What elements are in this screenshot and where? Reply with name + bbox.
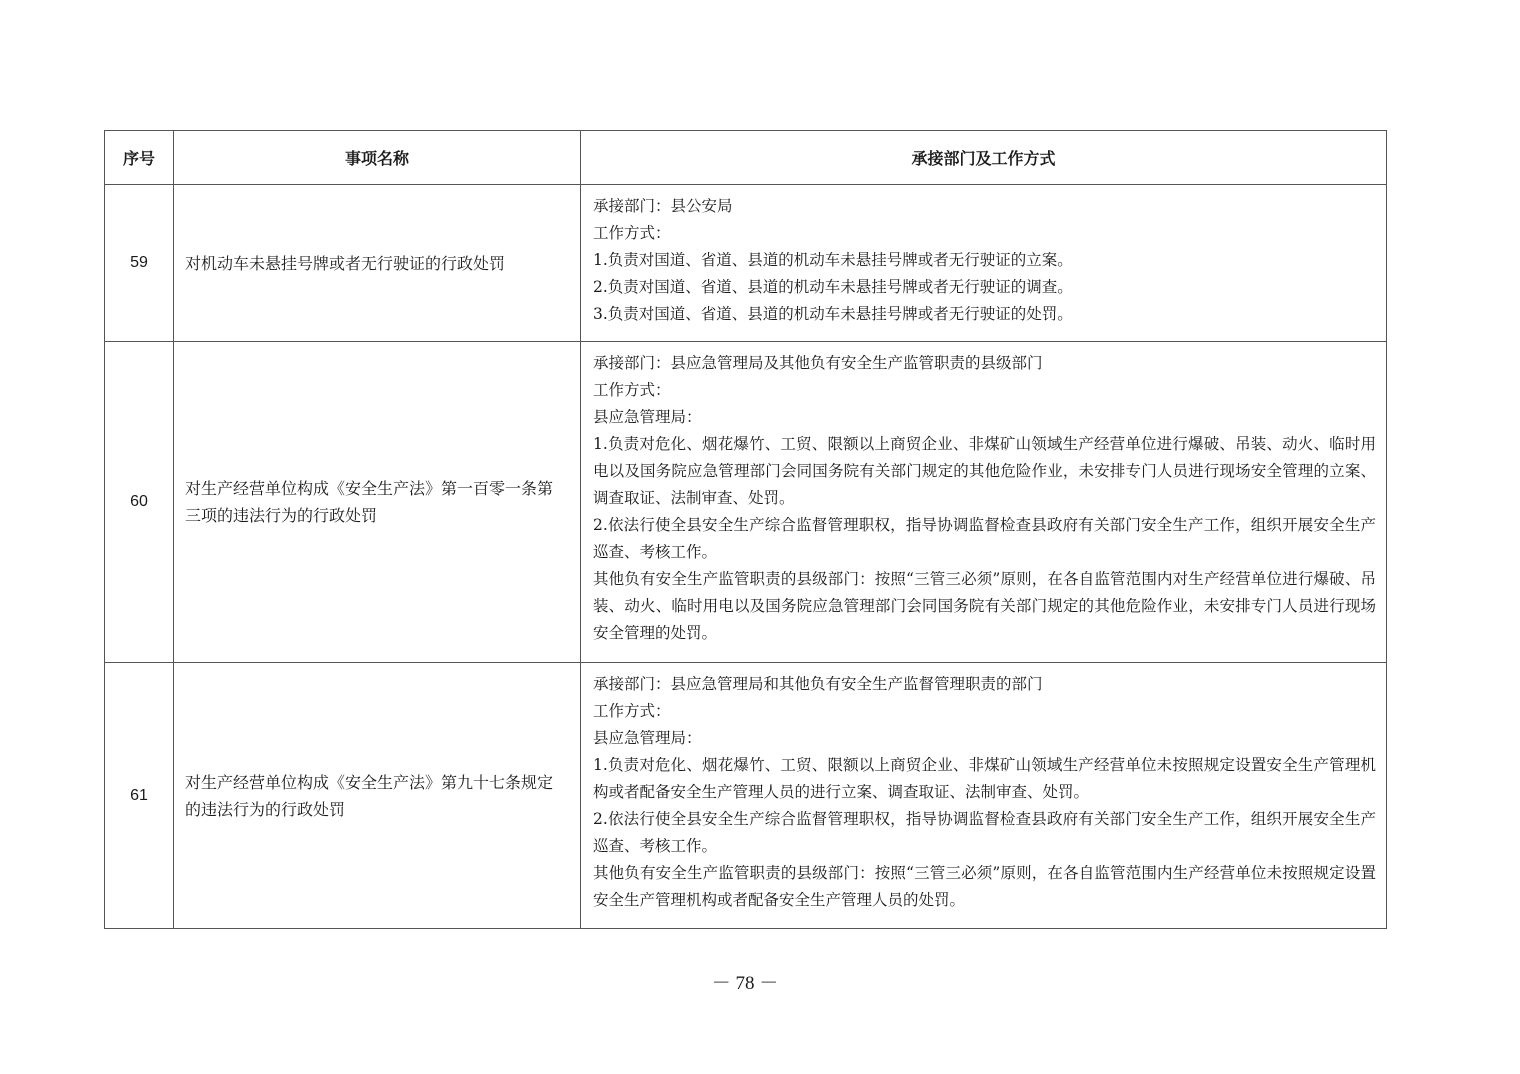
row-serial-number: 61 <box>105 663 174 929</box>
table-row <box>105 342 1387 663</box>
table-row <box>105 663 1387 929</box>
table-header-row <box>105 131 1387 185</box>
row-serial-number: 60 <box>105 342 174 663</box>
row-department-details <box>581 663 1387 929</box>
dept-line: 2.负责对国道、省道、县道的机动车未悬挂号牌或者无行驶证的调查。 <box>593 278 1073 296</box>
dept-line: 承接部门：县应急管理局和其他负有安全生产监督管理职责的部门 <box>593 675 1043 693</box>
table-row <box>105 185 1387 342</box>
dept-line: 1.负责对危化、烟花爆竹、工贸、限额以上商贸企业、非煤矿山领域生产经营单位未按照规定设置安全生产管理机构或者配备安全生产管理人员的进行立案、调查取证、法制审查、处罚。 <box>593 756 1376 801</box>
dept-line: 县应急管理局： <box>593 408 702 426</box>
header-matter-name: 事项名称 <box>174 131 581 185</box>
dept-line: 工作方式： <box>593 381 671 399</box>
page-number: － 78 － <box>711 973 779 994</box>
dept-line: 承接部门：县公安局 <box>593 197 733 215</box>
dept-line: 2.依法行使全县安全生产综合监督管理职权，指导协调监督检查县政府有关部门安全生产工作，组织开展安全生产巡查、考核工作。 <box>593 516 1376 561</box>
row-matter-name: 对生产经营单位构成《安全生产法》第一百零一条第三项的违法行为的行政处罚 <box>174 342 581 663</box>
matters-table <box>104 130 1387 929</box>
dept-line: 承接部门：县应急管理局及其他负有安全生产监管职责的县级部门 <box>593 354 1043 372</box>
row-department-details <box>581 342 1387 663</box>
dept-line: 其他负有安全生产监管职责的县级部门：按照“三管三必须”原则，在各自监管范围内对生产经营单位进行爆破、吊装、动火、临时用电以及国务院应急管理部门会同国务院有关部门规定的其他危险作业，未安排专门人员进行现场安全管理的处罚。 <box>593 570 1376 642</box>
dept-line: 1.负责对国道、省道、县道的机动车未悬挂号牌或者无行驶证的立案。 <box>593 251 1073 269</box>
row-matter-name: 对生产经营单位构成《安全生产法》第九十七条规定的违法行为的行政处罚 <box>174 663 581 929</box>
dept-line: 工作方式： <box>593 224 671 242</box>
dept-line: 县应急管理局： <box>593 729 702 747</box>
dept-line: 工作方式： <box>593 702 671 720</box>
dept-line: 2.依法行使全县安全生产综合监督管理职权，指导协调监督检查县政府有关部门安全生产工作，组织开展安全生产巡查、考核工作。 <box>593 810 1376 855</box>
row-department-details <box>581 185 1387 342</box>
header-serial-number: 序号 <box>105 131 174 185</box>
dept-line: 1.负责对危化、烟花爆竹、工贸、限额以上商贸企业、非煤矿山领域生产经营单位进行爆破、吊装、动火、临时用电以及国务院应急管理部门会同国务院有关部门规定的其他危险作业，未安排专门人员进行现场安全管理的立案、调查取证、法制审查、处罚。 <box>593 435 1376 507</box>
row-serial-number: 59 <box>105 185 174 342</box>
dept-line: 其他负有安全生产监管职责的县级部门：按照“三管三必须”原则，在各自监管范围内生产经营单位未按照规定设置安全生产管理机构或者配备安全生产管理人员的处罚。 <box>593 864 1376 909</box>
row-matter-name: 对机动车未悬挂号牌或者无行驶证的行政处罚 <box>174 185 581 342</box>
header-department-and-method: 承接部门及工作方式 <box>581 131 1387 185</box>
dept-line: 3.负责对国道、省道、县道的机动车未悬挂号牌或者无行驶证的处罚。 <box>593 305 1073 323</box>
